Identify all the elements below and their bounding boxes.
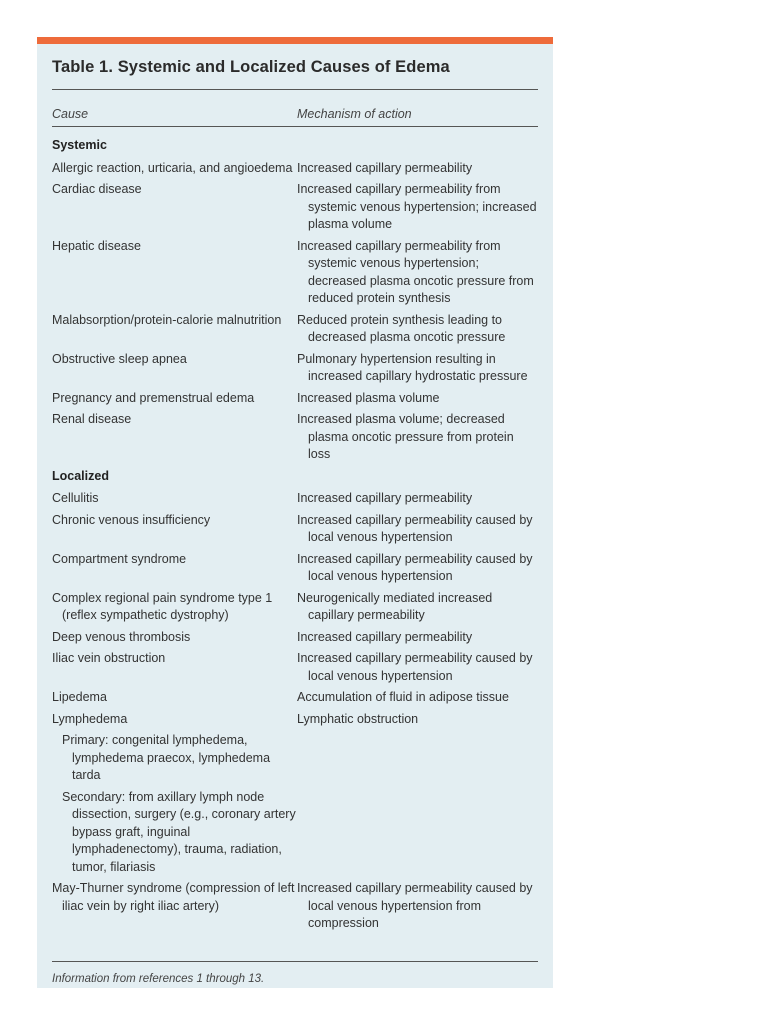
cause-cell: Obstructive sleep apnea (52, 351, 187, 366)
cause-cell: Iliac vein obstruction (52, 651, 166, 665)
table-row (52, 181, 538, 234)
cause-cell: Secondary: from axillary lymph node dissection, surgery (e.g., coronary artery bypass graft, inguinal lymphadenectomy), trauma, radiation, tumor, filariasis (62, 789, 296, 874)
mechanism-cell: Accumulation of fluid in adipose tissue (297, 690, 509, 704)
bottom-rule (52, 961, 538, 962)
table-row (52, 160, 538, 178)
header-rule (52, 126, 538, 127)
table-row (52, 789, 538, 877)
cause-cell: Lymphedema (52, 711, 128, 726)
table-row (52, 629, 538, 647)
table-row (52, 238, 538, 308)
mechanism-cell (297, 789, 538, 877)
cause-cell: Chronic venous insufficiency (52, 512, 211, 527)
table-row (52, 689, 538, 707)
table-row (52, 551, 538, 586)
table-row (52, 650, 538, 685)
table-row (52, 512, 538, 547)
title-rule (52, 89, 538, 90)
cause-cell: Lipedema (52, 690, 107, 704)
table-row (52, 590, 538, 625)
mechanism-cell: Reduced protein synthesis leading to decreased plasma oncotic pressure (297, 312, 506, 344)
table-row (52, 312, 538, 347)
cause-cell: Hepatic disease (52, 238, 141, 253)
mechanism-cell: Increased capillary permeability caused by local venous hypertension (297, 551, 533, 583)
table-title: Table 1. Systemic and Localized Causes of Edema (52, 58, 450, 76)
table-row (52, 490, 538, 508)
header-mechanism: Mechanism of action (297, 107, 412, 121)
mechanism-cell: Increased plasma volume (297, 390, 440, 405)
table-row (52, 390, 538, 408)
table-panel (37, 37, 553, 988)
mechanism-cell: Increased capillary permeability caused by local venous hypertension from compression (297, 881, 533, 930)
section-heading: Localized (52, 468, 109, 483)
mechanism-cell: Increased capillary permeability caused by local venous hypertension (297, 512, 533, 544)
mechanism-cell: Increased capillary permeability from systemic venous hypertension; decreased plasma oncotic pressure from reduced protein synthesis (297, 238, 534, 305)
mechanism-cell: Pulmonary hypertension resulting in increased capillary hydrostatic pressure (297, 351, 528, 383)
cause-cell: Complex regional pain syndrome type 1 (reflex sympathetic dystrophy) (52, 590, 273, 622)
mechanism-cell: Neurogenically mediated increased capillary permeability (297, 590, 493, 622)
mechanism-cell (297, 732, 538, 785)
mechanism-cell: Lymphatic obstruction (297, 711, 419, 726)
cause-cell: Pregnancy and premenstrual edema (52, 390, 255, 405)
cause-cell: Allergic reaction, urticaria, and angioedema (52, 160, 293, 175)
section-heading: Systemic (52, 138, 107, 152)
table-row (52, 711, 538, 729)
mechanism-cell: Increased capillary permeability from systemic venous hypertension; increased plasma volume (297, 182, 537, 231)
cause-cell: May-Thurner syndrome (compression of left iliac vein by right iliac artery) (52, 881, 295, 913)
mechanism-cell: Increased capillary permeability caused by local venous hypertension (297, 651, 533, 683)
mechanism-cell: Increased capillary permeability (297, 160, 473, 175)
accent-bar (37, 37, 553, 44)
table-row (52, 732, 538, 785)
cause-cell: Deep venous thrombosis (52, 629, 191, 644)
cause-cell: Cellulitis (52, 491, 99, 505)
table-body (52, 137, 538, 937)
header-cause: Cause (52, 107, 89, 121)
table-row (52, 411, 538, 464)
cause-cell: Primary: congenital lymphedema, lymphedema praecox, lymphedema tarda (62, 733, 271, 782)
footnote: Information from references 1 through 13. (52, 973, 265, 985)
mechanism-cell: Increased capillary permeability (297, 491, 473, 505)
cause-cell: Renal disease (52, 412, 132, 426)
mechanism-cell: Increased plasma volume; decreased plasma oncotic pressure from protein loss (297, 412, 514, 461)
cause-cell: Malabsorption/protein-calorie malnutrition (52, 312, 282, 327)
table-row (52, 880, 538, 933)
cause-cell: Cardiac disease (52, 182, 142, 196)
mechanism-cell: Increased capillary permeability (297, 629, 473, 644)
cause-cell: Compartment syndrome (52, 551, 187, 566)
table-row (52, 351, 538, 386)
